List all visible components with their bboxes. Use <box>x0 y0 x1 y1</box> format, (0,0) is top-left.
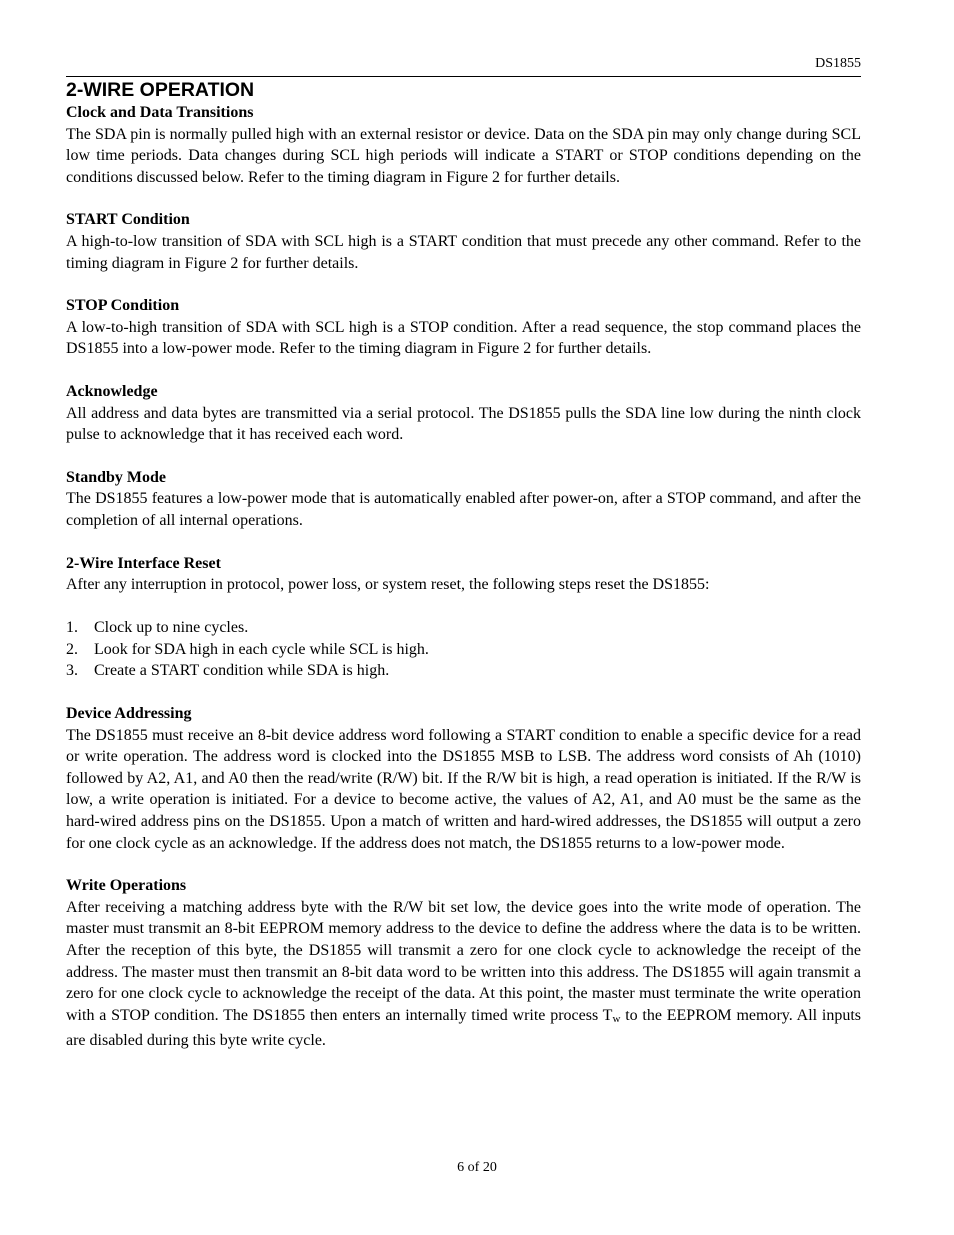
subsection-heading: 2-Wire Interface Reset <box>66 554 221 572</box>
subsection-body: The DS1855 features a low-power mode that is automatically enabled after power-on, after a STOP command, and after the completion of all internal operations. <box>66 490 861 529</box>
page-number: 6 of 20 <box>457 1160 497 1175</box>
subsection-body: The SDA pin is normally pulled high with an external resistor or device. Data on the SDA pin may only change during SCL low time periods. Data changes during SCL high periods will indicate a START or STOP conditions depending on the conditions discussed below. Refer to the timing diagram in Figure 2 for further details. <box>66 125 861 186</box>
subsection-acknowledge <box>66 381 861 446</box>
step-number: 1. <box>66 619 78 637</box>
subsection-device-addressing <box>66 703 861 854</box>
reset-steps-list <box>66 617 861 682</box>
step-number: 2. <box>66 640 78 658</box>
subsection-standby-mode <box>66 467 861 532</box>
subsection-heading: Write Operations <box>66 877 187 895</box>
subsection-body: A high-to-low transition of SDA with SCL high is a START condition that must precede any other command. Refer to the timing diagram in Figure 2 for further details. <box>66 232 861 272</box>
subsection-start-condition <box>66 209 861 274</box>
subsection-body: The DS1855 must receive an 8-bit device address word following a START condition to enable a specific device for a read or write operation. The address word is clocked into the DS1855 MSB to LSB. The address word consists of Ah (1010) followed by A2, A1, and A0 then the read/write (R/W) bit. If the R/W bit is high, a read operation is initiated. If the R/W is low, a write operation is initiated. For a device to become active, the values of A2, A1, and A0 must be the same as the hard-wired address pins on the DS1855. Upon a match of written and hard-wired addresses, the DS1855 will output a zero for one clock cycle as an acknowledge. If the address does not match, the DS1855 returns to a low-power mode. <box>66 726 861 852</box>
subsection-body: After any interruption in protocol, power loss, or system reset, the following steps reset the DS1855: <box>66 576 710 594</box>
header-rule <box>66 76 861 77</box>
step-number: 3. <box>66 662 78 680</box>
subsection-heading: START Condition <box>66 211 190 229</box>
subsection-heading: Device Addressing <box>66 705 192 723</box>
subsection-body: All address and data bytes are transmitted via a serial protocol. The DS1855 pulls the SDA line low during the ninth clock pulse to acknowledge that it has received each word. <box>66 404 861 444</box>
subsection-clock-data-transitions <box>66 102 861 188</box>
subscript-w: w <box>612 1012 621 1025</box>
step-text: Clock up to nine cycles. <box>94 619 249 637</box>
section-title: 2-WIRE OPERATION <box>66 79 255 101</box>
header-part-number: DS1855 <box>815 56 861 71</box>
step-text: Create a START condition while SDA is high. <box>94 662 390 680</box>
subsection-heading: STOP Condition <box>66 297 180 315</box>
list-item <box>66 660 861 682</box>
subsection-write-operations <box>66 875 861 1052</box>
subsection-interface-reset <box>66 553 861 683</box>
subsection-body: A low-to-high transition of SDA with SCL high is a STOP condition. After a read sequence, the stop command places the DS1855 into a low-power mode. Refer to the timing diagram in Figure 2 for further details. <box>66 318 861 358</box>
list-item <box>66 639 861 661</box>
subsection-heading: Standby Mode <box>66 468 167 486</box>
subsection-stop-condition <box>66 295 861 360</box>
body-text-before: After receiving a matching address byte with the R/W bit set low, the device goes into the write mode of operation. The master must transmit an 8-bit EEPROM memory address to the device to define the address where the data is to be written. After the reception of this byte, the DS1855 will transmit a zero for one clock cycle to acknowledge the receipt of the address. The master must then transmit an 8-bit data word to be written into this address. The DS1855 will again transmit a zero for one clock cycle to acknowledge the receipt of the data. At this point, the master must terminate the write operation with a STOP condition. The DS1855 then enters an internally timed write process T <box>66 898 861 1024</box>
body-text-after: to the EEPROM memory. All inputs are disabled during this byte write cycle. <box>66 1006 861 1050</box>
main-content <box>66 78 861 1073</box>
subsection-heading: Clock and Data Transitions <box>66 104 254 121</box>
subsection-heading: Acknowledge <box>66 382 158 400</box>
step-text: Look for SDA high in each cycle while SCL is high. <box>94 640 429 658</box>
list-item <box>66 617 861 639</box>
subsection-body <box>66 897 861 1052</box>
